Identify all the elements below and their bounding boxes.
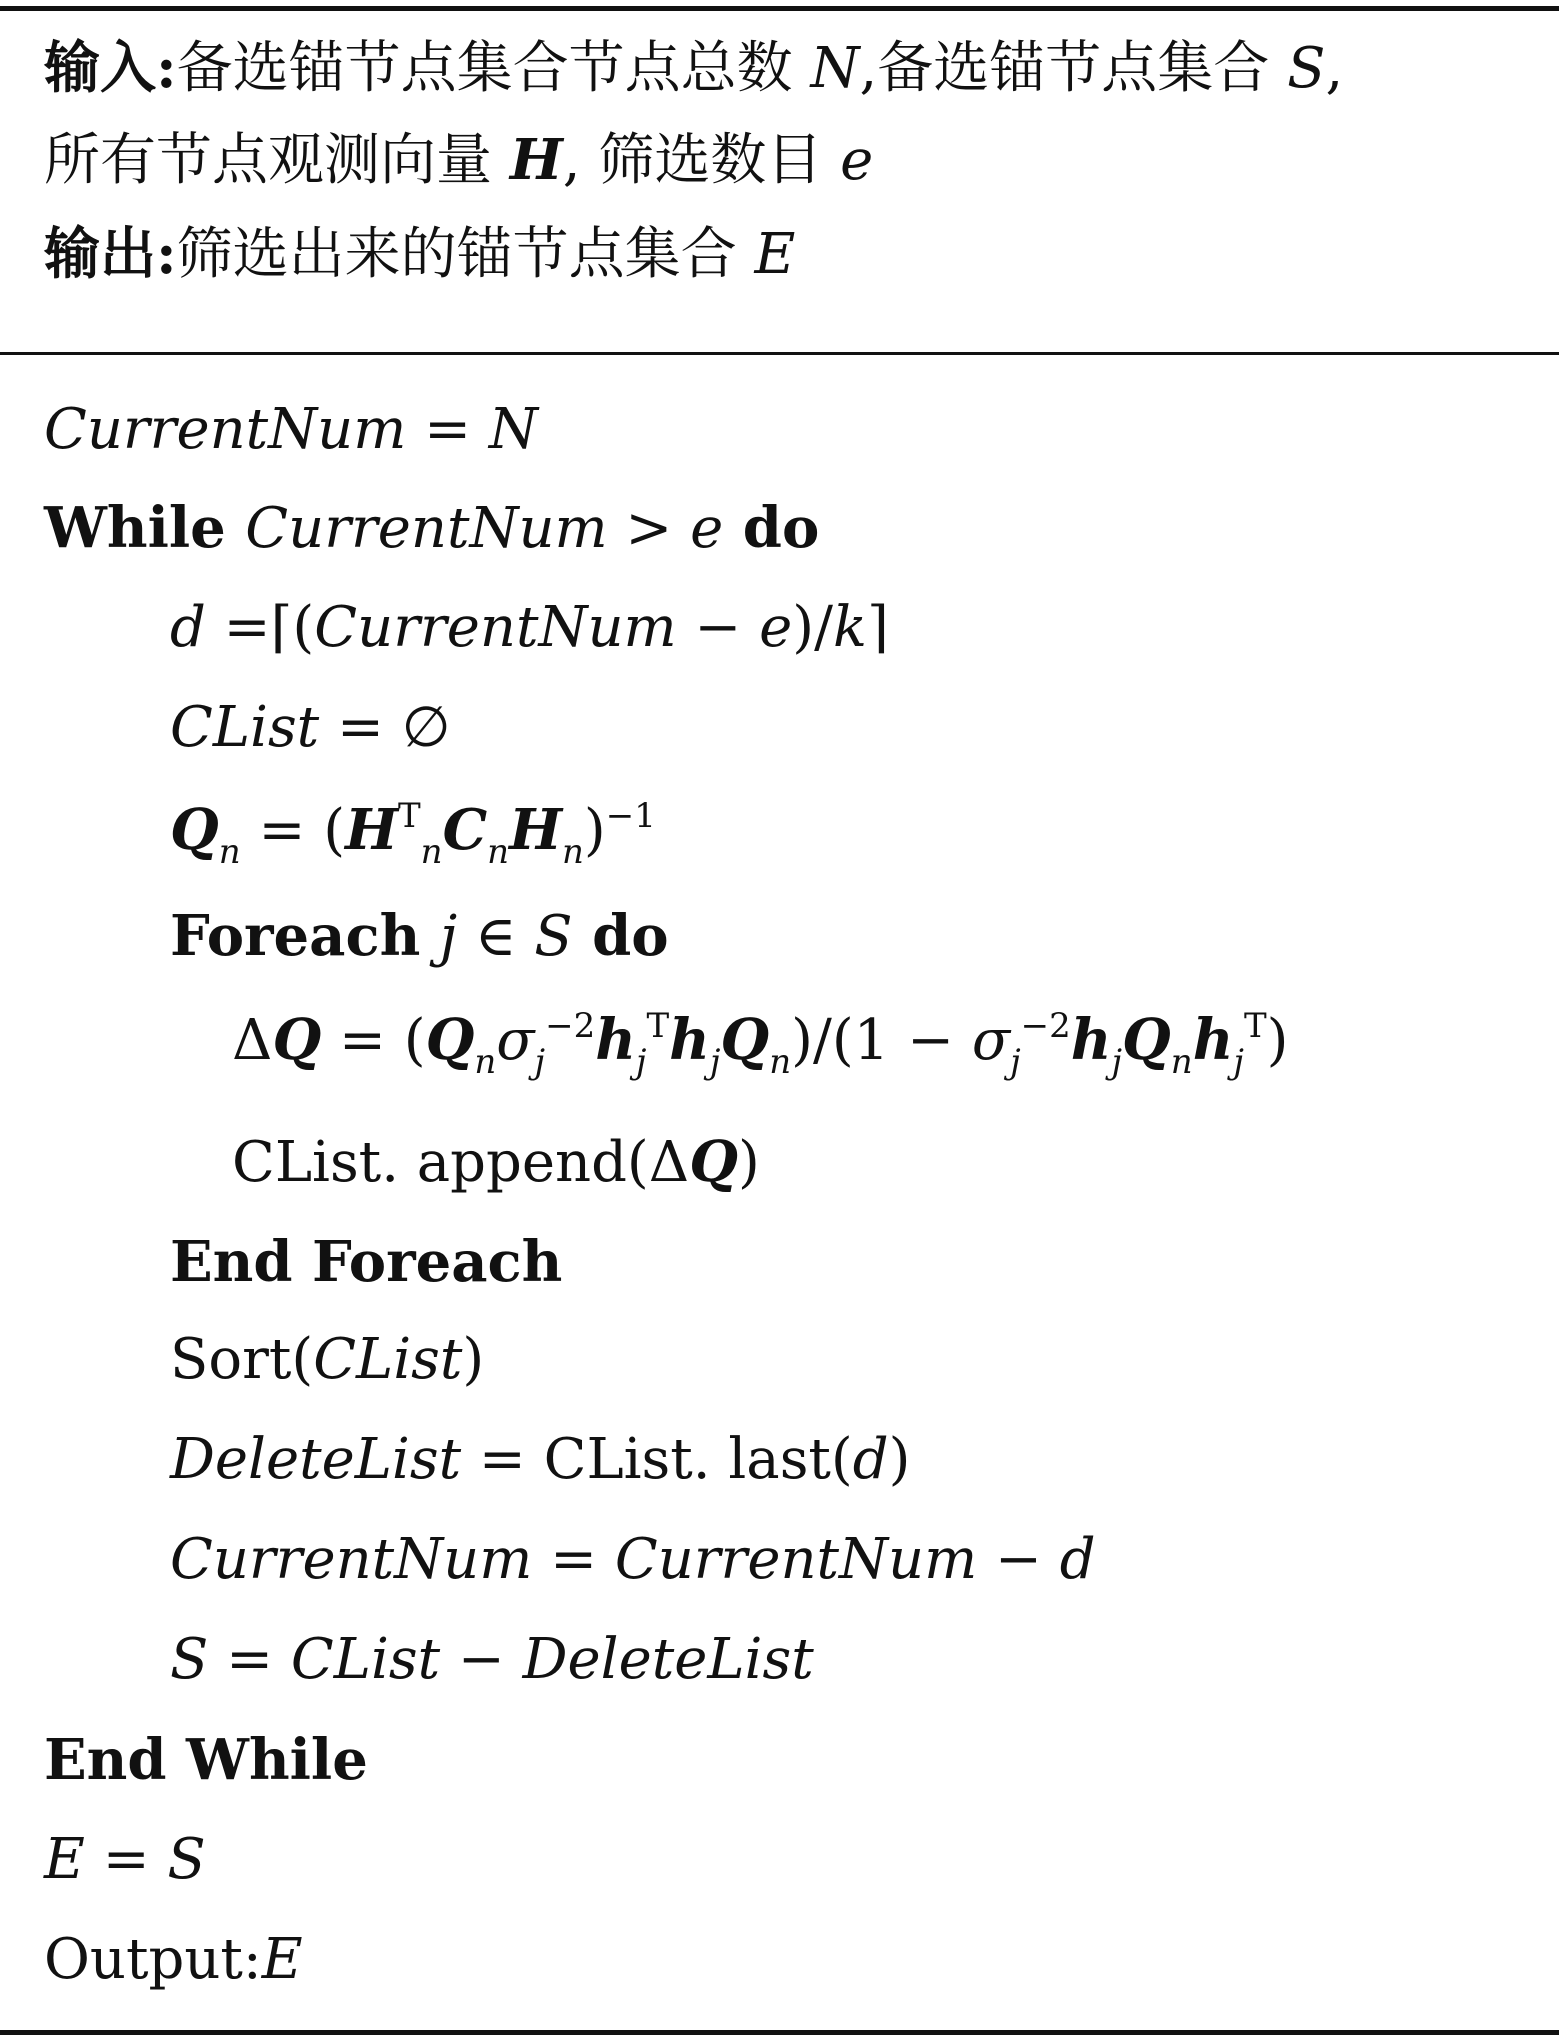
var: S [534, 904, 573, 969]
subscript: j [534, 1042, 546, 1082]
subscript: j [709, 1042, 721, 1082]
output-label: 输出: [44, 221, 177, 287]
var: e [690, 496, 724, 561]
var-S: S [1287, 36, 1326, 101]
algo-line-while [44, 490, 1529, 567]
algo-line-foreach [170, 898, 1529, 975]
operator: = [208, 1627, 291, 1692]
input-label: 输入: [44, 35, 177, 101]
var: Q [689, 1129, 739, 1195]
algo-line-Qn [170, 792, 1529, 872]
var: S [167, 1827, 206, 1892]
var: CList [170, 695, 320, 760]
operator: ∈ [457, 904, 535, 969]
operator: ) [738, 1130, 760, 1195]
var-H: H [509, 127, 563, 193]
var: DeleteList [170, 1427, 462, 1492]
subscript: j [1233, 1042, 1244, 1082]
var: h [595, 1007, 636, 1073]
var: CList [290, 1627, 441, 1692]
operator: = ( [240, 798, 346, 863]
var: Q [425, 1007, 475, 1073]
superscript: T [1243, 1006, 1267, 1046]
operator: )/ [792, 595, 834, 660]
algo-line-output [44, 1922, 1529, 1998]
subscript: j [635, 1042, 647, 1082]
keyword: do [572, 903, 669, 969]
algo-line-end-foreach [170, 1224, 1529, 1301]
keyword: End While [44, 1727, 368, 1793]
algo-line-deltaQ [232, 1002, 1529, 1082]
superscript: −2 [545, 1006, 596, 1046]
var: CurrentNum [314, 595, 677, 660]
var: h [1192, 1007, 1234, 1073]
operator: Δ [232, 1008, 273, 1073]
var: h [669, 1007, 710, 1073]
algo-line-currentnum-update [170, 1522, 1529, 1598]
var: C [442, 797, 488, 863]
operator: ) [583, 798, 606, 863]
input-line-2 [44, 122, 1529, 199]
input-text: 所有节点观测向量 [44, 128, 510, 193]
var-N: N [810, 36, 860, 101]
keyword: End Foreach [170, 1229, 563, 1295]
var: S [170, 1627, 209, 1692]
operator: =⌈( [205, 595, 315, 660]
var: h [1070, 1007, 1112, 1073]
subscript: n [769, 1042, 792, 1082]
subscript: n [218, 832, 241, 872]
superscript: T [646, 1006, 670, 1046]
subscript: n [420, 832, 443, 872]
superscript: −2 [1020, 1006, 1071, 1046]
algo-line-d [170, 590, 1529, 666]
subscript: n [1170, 1042, 1193, 1082]
var: Q [720, 1007, 770, 1073]
keyword: While [44, 495, 246, 561]
var: CurrentNum [245, 496, 608, 561]
operator: ) [462, 1327, 485, 1392]
operator: ) [888, 1427, 911, 1492]
operator: = [532, 1527, 615, 1592]
operator: − [440, 1627, 523, 1692]
var: E [261, 1927, 303, 1992]
output-line [44, 216, 1529, 293]
operator: − [676, 595, 760, 660]
subscript: n [474, 1042, 497, 1082]
operator: Δ [648, 1130, 690, 1195]
superscript: T [397, 796, 421, 836]
input-text: 备选锚节点集合节点总数 [176, 36, 811, 101]
var-e: e [840, 128, 874, 193]
input-text: , 筛选数目 [562, 128, 841, 193]
algo-line-E [44, 1822, 1529, 1898]
var: N [488, 397, 538, 462]
operator: > [607, 496, 691, 561]
subscript: j [1010, 1042, 1021, 1082]
var: CurrentNum [170, 1527, 533, 1592]
operator: = [84, 1827, 168, 1892]
function-call: = CList. last( [461, 1427, 853, 1492]
input-line-1 [44, 30, 1529, 107]
operator: )/(1 − [791, 1008, 972, 1073]
function-call: Sort( [170, 1327, 314, 1392]
var: Q [272, 1007, 322, 1073]
operator: = ∅ [319, 695, 451, 760]
var: σ [496, 1008, 535, 1073]
operator: ⌉ [866, 595, 889, 660]
var: CurrentNum [614, 1527, 978, 1592]
var: DeleteList [522, 1627, 814, 1692]
var: e [759, 595, 793, 660]
operator: = [406, 397, 489, 462]
algo-line-S-update [170, 1622, 1529, 1698]
subscript: n [561, 832, 584, 872]
operator: ) [1266, 1008, 1289, 1073]
superscript: −1 [605, 796, 656, 836]
bottom-rule [0, 2030, 1559, 2035]
var: H [509, 797, 562, 863]
var: k [833, 595, 867, 660]
operator: − [977, 1527, 1060, 1592]
var: Q [170, 797, 219, 863]
var: σ [971, 1008, 1011, 1073]
top-rule [0, 6, 1559, 11]
var: d [852, 1427, 889, 1492]
var: d [1059, 1527, 1096, 1592]
function-call: CList. append( [232, 1130, 649, 1195]
algo-line-deletelist [170, 1422, 1529, 1498]
var: E [44, 1827, 85, 1892]
algo-line-clist-init [170, 690, 1529, 766]
var-E: E [754, 222, 796, 287]
subscript: n [487, 832, 510, 872]
algo-line-sort [170, 1322, 1529, 1398]
function-call: Output: [44, 1927, 262, 1992]
var: CList [313, 1327, 463, 1392]
algo-line-end-while [44, 1722, 1529, 1799]
algo-line-append [232, 1124, 1529, 1201]
subscript: j [1111, 1042, 1122, 1082]
keyword: do [723, 495, 820, 561]
keyword: Foreach [170, 903, 440, 969]
var: d [170, 595, 206, 660]
operator: = ( [321, 1008, 426, 1073]
input-text: ,备选锚节点集合 [859, 36, 1288, 101]
middle-rule [0, 352, 1559, 355]
var: Q [1122, 1007, 1171, 1073]
output-text: 筛选出来的锚节点集合 [176, 222, 755, 287]
algo-line-init [44, 392, 1529, 468]
var: j [439, 904, 458, 969]
var: H [345, 797, 398, 863]
var: CurrentNum [44, 397, 407, 462]
input-text: , [1325, 36, 1344, 101]
